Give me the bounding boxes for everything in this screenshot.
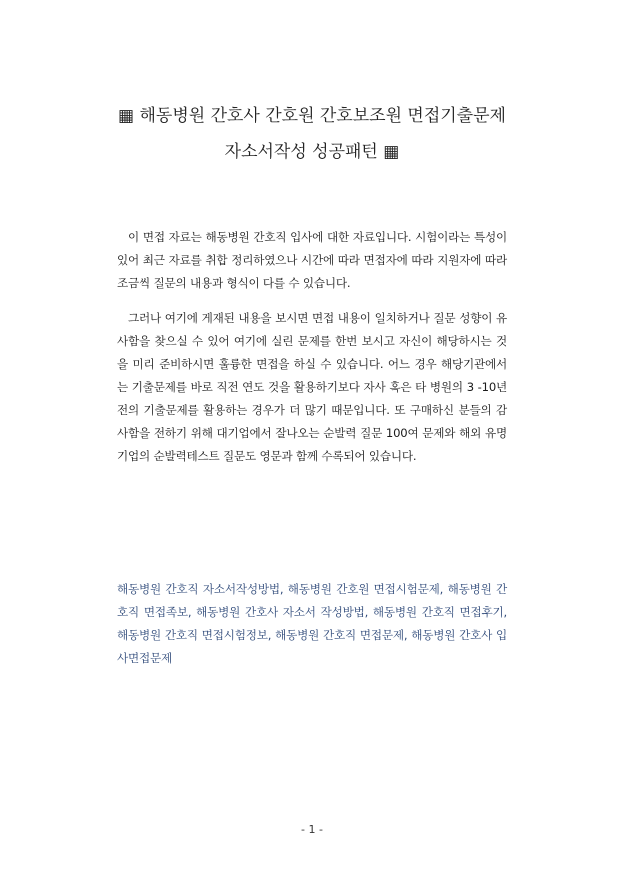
detail-paragraph: 그러나 여기에 게재된 내용을 보시면 면접 내용이 일치하거나 질문 성향이 유사함을 찾으실 수 있어 여기에 실린 문제를 한번 보시고 자신이 해당하시는 것을 미리 준비하시면 훌륭한 면접을 하실 수 있습니다. 어느 경우 해당기관에서는 기출문제를 바로 직전 연도 것을 활용하기보다 자사 혹은 타 병원의 3 -10년 전의 기출문제를 활용하는 경우가 더 많기 때문입니다. 또 구매하신 분들의 감사함을 전하기 위해 대기업에서 잘나오는 순발력 질문 100여 문제와 해외 유명 기업의 순발력테스트 질문도 영문과 함께 수록되어 있습니다. <box>117 311 507 463</box>
document-title <box>0 98 624 170</box>
title-line-2: 자소서작성 성공패턴 ▦ <box>224 142 400 162</box>
page-number: - 1 - <box>301 823 323 836</box>
intro-paragraph: 이 면접 자료는 해동병원 간호직 입사에 대한 자료입니다. 시험이라는 특성이 있어 최근 자료를 취합 정리하였으나 시간에 따라 면접자에 따라 지원자에 따라 조금씩 질문의 내용과 형식이 다를 수 있습니다. <box>117 230 507 290</box>
keyword-list: 해동병원 간호직 자소서작성방법, 해동병원 간호원 면접시험문제, 해동병원 간호직 면접족보, 해동병원 간호사 자소서 작성방법, 해동병원 간호직 면접후기, 해동병원 간호직 면접시험정보, 해동병원 간호직 면접문제, 해동병원 간호사 입사면접문제 <box>117 582 507 665</box>
document-body <box>117 226 507 480</box>
title-line-1: ▦ 해동병원 간호사 간호원 간호보조원 면접기출문제 <box>118 106 506 126</box>
